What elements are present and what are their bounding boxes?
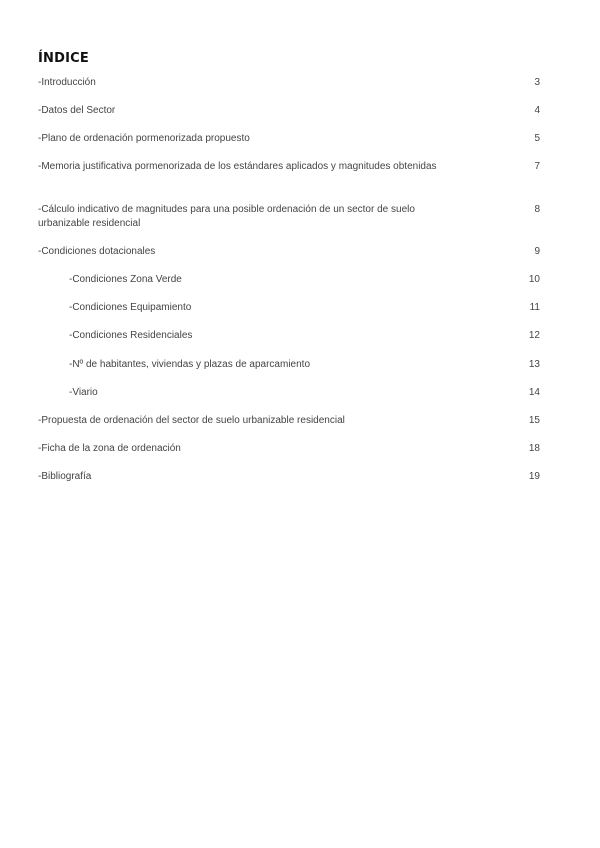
toc-entry-page: 10 [528,274,540,285]
toc-entry-page: 18 [528,443,540,454]
toc-entry-page: 12 [528,330,540,341]
toc-entry-label: -Bibliografía [38,471,92,482]
toc-entry-label: -Condiciones dotacionales [38,246,156,257]
toc-entry-label: -Viario [69,387,98,398]
toc-entry-label: -Condiciones Equipamiento [69,302,192,313]
toc-entry-label: -Datos del Sector [38,105,116,116]
toc-subentry [38,301,540,315]
toc-entry-page: 11 [529,302,540,313]
toc-subentry [38,329,540,343]
toc-entry-page: 19 [528,471,540,482]
toc-entry-label: -Cálculo indicativo de magnitudes para una posible ordenación de un sector de suelo urbanizable residencial [38,204,415,229]
toc-entry [38,104,540,118]
toc-entry-label: -Propuesta de ordenación del sector de suelo urbanizable residencial [38,415,345,426]
toc-subentry [38,386,540,400]
toc-entry [38,76,540,90]
toc-entry-page: 15 [528,415,540,426]
toc-entry [38,414,540,428]
toc-entry-page: 8 [534,204,540,215]
toc-entry-page: 5 [534,133,540,144]
toc-entry-label: -Condiciones Residenciales [69,330,193,341]
toc-subentry [38,358,540,372]
toc-entry [38,442,540,456]
toc-entry-label: -Ficha de la zona de ordenación [38,443,181,454]
toc-subentry [38,273,540,287]
toc-entry-page: 14 [528,387,540,398]
toc-entry-page: 4 [534,105,540,116]
toc-entry-label: -Plano de ordenación pormenorizada propuesto [38,133,250,144]
page-title: ÍNDICE [38,51,89,66]
toc-entry [38,132,540,146]
toc-entry-page: 3 [534,77,540,88]
toc-entry-page: 13 [528,359,540,370]
toc-entry [38,203,540,231]
toc-entry-page: 7 [534,161,540,172]
toc-entry [38,160,540,174]
toc-entry [38,470,540,484]
toc-entry-label: -Introducción [38,77,96,88]
toc-entry-label: -Memoria justificativa pormenorizada de los estándares aplicados y magnitudes obtenidas [38,161,437,172]
toc-entry-page: 9 [534,246,540,257]
toc-entry-label: -Nº de habitantes, viviendas y plazas de aparcamiento [69,359,311,370]
toc-entry-label: -Condiciones Zona Verde [69,274,182,285]
toc-entry [38,245,540,259]
